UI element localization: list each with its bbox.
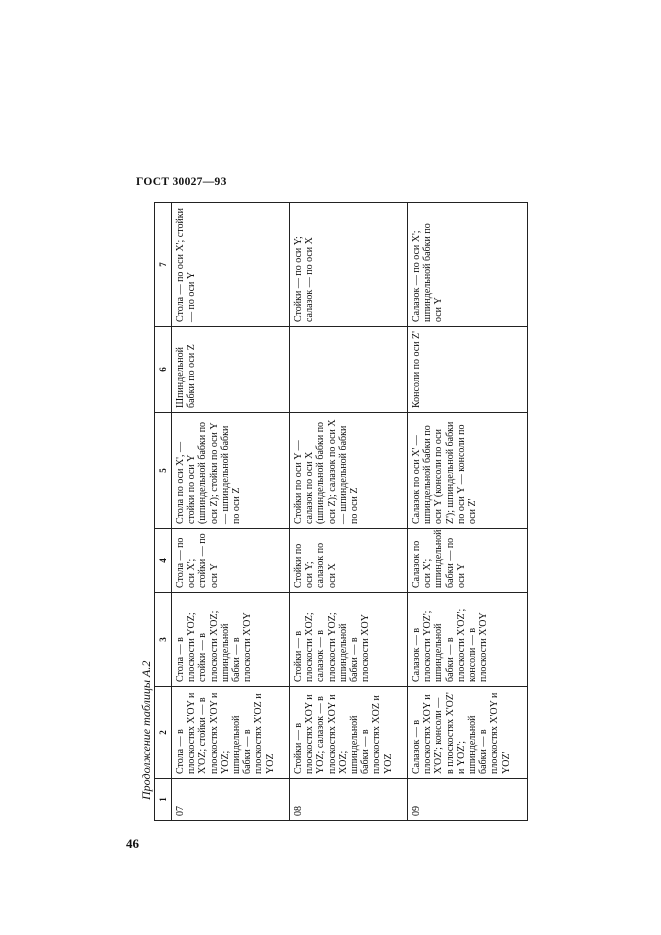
table-cell: 09 <box>408 779 528 821</box>
table-cell: Стола — по оси X'; стойки — по оси Y <box>172 203 290 327</box>
table-cell: Шпиндельной бабки по оси Z <box>172 327 290 413</box>
table-cell: Консоли по оси Z' <box>408 327 528 413</box>
table-cell: Стойки — в плоскости XOZ; салазок — в плоскости YOZ; шпиндельной бабки — в плоскости XOY <box>290 593 408 687</box>
table-cell: Салазок — в плоскостях XOY и X'OZ'; консоли — в плоскостях X'OZ' и YOZ'; шпиндельной бабки — в плоскостях X'OY и YOZ' <box>408 687 528 779</box>
table-cell: Стола — по оси X'; стойки — по оси Y <box>172 529 290 593</box>
column-header: 1 <box>155 779 172 821</box>
column-header: 2 <box>155 687 172 779</box>
table-cell: Стола — в плоскости YOZ; стойки — в плоскости X'OZ; шпиндельной бабки — в плоскости X'OY <box>172 593 290 687</box>
table-cell: Стола — в плоскостях X'OY и X'OZ; стойки — в плоскостях X'OY и YOZ; шпиндельной бабки — в плоскостях X'OZ и YOZ <box>172 687 290 779</box>
table-cell: Салазок — в плоскости YOZ'; шпиндельной бабки — в плоскости X'OZ'; консоли — в плоскости X'OY <box>408 593 528 687</box>
rotated-table-container <box>154 203 526 821</box>
table-cell: 07 <box>172 779 290 821</box>
column-header: 7 <box>155 203 172 327</box>
table-cell <box>290 327 408 413</box>
table-row <box>172 203 290 821</box>
data-table <box>154 202 528 821</box>
table-cell: Стойки по оси Y; салазок по оси X <box>290 529 408 593</box>
table-cell: 08 <box>290 779 408 821</box>
table-header-row <box>155 203 172 821</box>
table-cell: Стойки по оси Y — салазок по оси X (шпиндельной бабки по оси Z); салазок по оси X — шпиндельной бабки по оси Z <box>290 413 408 529</box>
table-row <box>408 203 528 821</box>
table-row <box>290 203 408 821</box>
column-header: 4 <box>155 529 172 593</box>
column-header: 5 <box>155 413 172 529</box>
table-cell: Стойки — по оси Y; салазок — по оси X <box>290 203 408 327</box>
table-cell: Стола по оси X', — стойки по оси Y (шпиндельной бабки по оси Z); стойки по оси Y — шпиндельной бабки по оси Z <box>172 413 290 529</box>
document-header: ГОСТ 30027—93 <box>136 176 227 188</box>
column-header: 3 <box>155 593 172 687</box>
table-cell: Салазок по оси X'; шпиндельной бабки — по оси Y <box>408 529 528 593</box>
table-cell: Стойки — в плоскостях XOY и YOZ; салазок — в плоскостях XOY и XOZ; шпиндельной бабки — в плоскостях XOZ и YOZ <box>290 687 408 779</box>
table-cell: Салазок по оси X' — шпиндельной бабки по оси Y (консоли по оси Z'); шпиндельной бабки по оси Y — консоли по оси Z' <box>408 413 528 529</box>
page-number: 46 <box>126 836 139 851</box>
table-continuation-caption: Продолжение таблицы А.2 <box>139 660 153 800</box>
column-header: 6 <box>155 327 172 413</box>
table-cell: Салазок — по оси X'; шпиндельной бабки по оси Y <box>408 203 528 327</box>
